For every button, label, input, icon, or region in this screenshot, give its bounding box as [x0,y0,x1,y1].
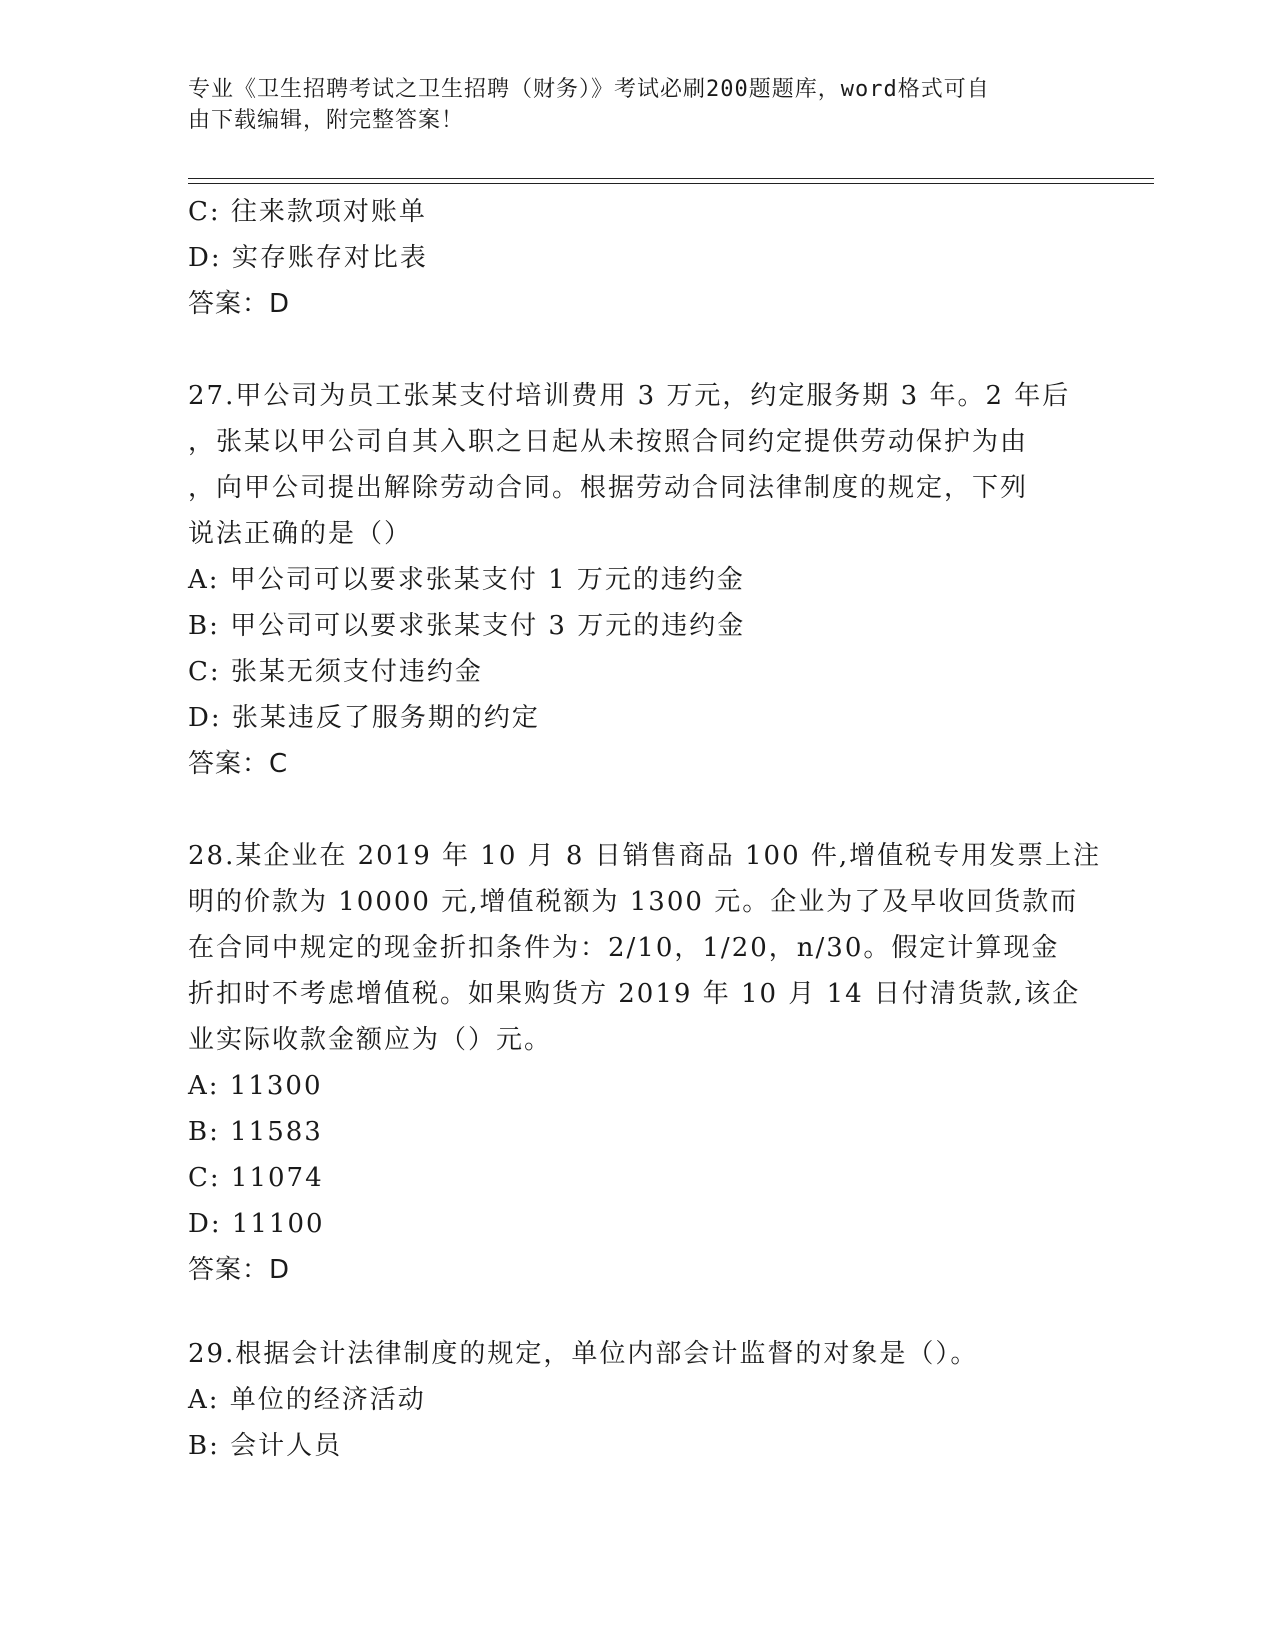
q27-option-c: C: 张某无须支付违约金 [188,657,483,687]
q27-stem-line-4: 说法正确的是（） [188,519,413,549]
q27-stem-line-1: 27.甲公司为员工张某支付培训费用 3 万元，约定服务期 3 年。2 年后 [188,381,1071,411]
header-divider-top [188,178,1154,179]
q27-stem-line-3: ，向甲公司提出解除劳动合同。根据劳动合同法律制度的规定，下列 [188,473,1029,503]
q27-stem-line-2: ，张某以甲公司自其入职之日起从未按照合同约定提供劳动保护为由 [188,427,1029,457]
q26-option-c: C: 往来款项对账单 [188,197,427,227]
q26-answer: 答案：D [188,289,291,319]
q28-option-b: B: 11583 [188,1117,323,1147]
q28-stem-line-4: 折扣时不考虑增值税。如果购货方 2019 年 10 月 14 日付清货款,该企 [188,979,1081,1009]
q28-option-d: D: 11100 [188,1209,325,1239]
q28-answer: 答案：D [188,1255,291,1285]
spacer [188,327,1068,373]
document-header [188,74,1068,136]
question-content [188,189,1102,1469]
q29-option-b: B: 会计人员 [188,1431,343,1461]
q26-option-d: D: 实存账存对比表 [188,243,428,273]
q28-stem-line-2: 明的价款为 10000 元,增值税额为 1300 元。企业为了及早收回货款而 [188,887,1079,917]
q29-option-a: A: 单位的经济活动 [188,1385,426,1415]
q28-option-a: A: 11300 [188,1071,323,1101]
q27-answer: 答案：C [188,749,289,779]
q27-option-d: D: 张某违反了服务期的约定 [188,703,540,733]
q29-stem-line-1: 29.根据会计法律制度的规定，单位内部会计监督的对象是（）。 [188,1339,979,1369]
q28-stem-line-3: 在合同中规定的现金折扣条件为：2/10，1/20，n/30。假定计算现金 [188,933,1060,963]
q28-stem-line-5: 业实际收款金额应为（）元。 [188,1025,553,1055]
q28-option-c: C: 11074 [188,1163,324,1193]
q27-option-a: A: 甲公司可以要求张某支付 1 万元的违约金 [188,565,745,595]
spacer [188,1293,1068,1331]
spacer [188,787,1068,833]
header-divider-bottom [188,183,1154,184]
header-line-1: 专业《卫生招聘考试之卫生招聘（财务）》考试必刷200题题库，word格式可自 [188,77,990,102]
header-line-2: 由下载编辑，附完整答案！ [188,108,465,133]
q27-option-b: B: 甲公司可以要求张某支付 3 万元的违约金 [188,611,746,641]
q28-stem-line-1: 28.某企业在 2019 年 10 月 8 日销售商品 100 件,增值税专用发票上注 [188,841,1102,871]
